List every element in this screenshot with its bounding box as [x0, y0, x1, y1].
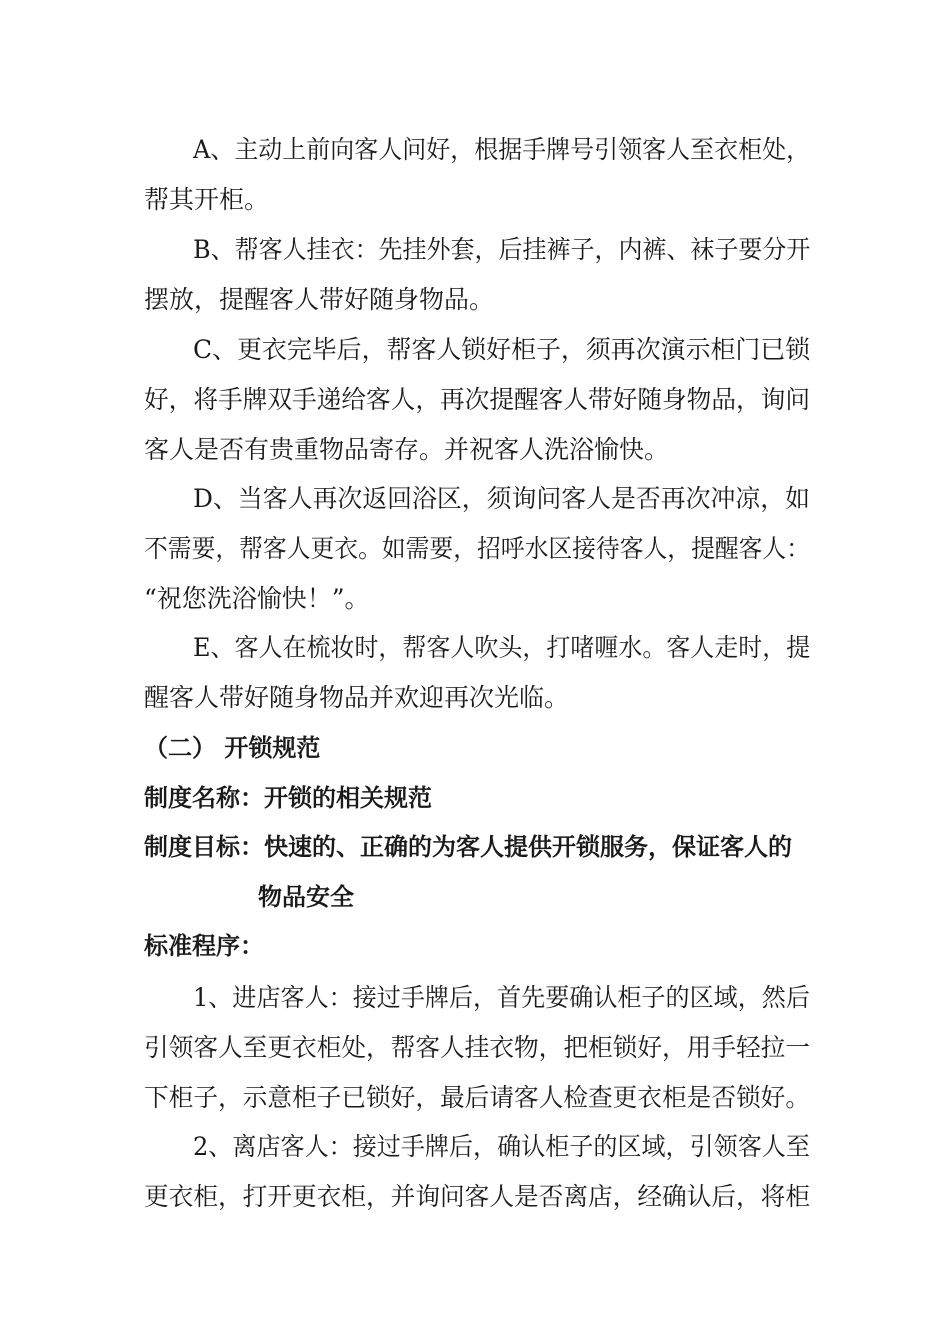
step-1-line-2: 引领客人至更衣柜处，帮客人挂衣物，把柜锁好，用手轻拉一: [144, 1033, 811, 1062]
item-e-line-2: 醒客人带好随身物品并欢迎再次光临。: [144, 683, 570, 712]
item-c-line-2: 好，将手牌双手递给客人，再次提醒客人带好随身物品，询问: [144, 385, 811, 414]
step-2-line-2: 更衣柜，打开更衣柜，并询问客人是否离店，经确认后，将柜: [144, 1182, 811, 1211]
step-2-line-1: 2、离店客人：接过手牌后，确认柜子的区域，引领客人至: [193, 1132, 810, 1161]
item-d-line-2: 不需要，帮客人更衣。如需要，招呼水区接待客人，提醒客人：: [144, 534, 811, 563]
step-1-line-3: 下柜子，示意柜子已锁好，最后请客人检查更衣柜是否锁好。: [144, 1083, 811, 1112]
item-a-line-1: A、主动上前向客人问好，根据手牌号引领客人至衣柜处，: [193, 135, 811, 164]
policy-name: 制度名称：开锁的相关规范: [144, 784, 432, 812]
item-b-line-1: B、帮客人挂衣：先挂外套，后挂裤子，内裤、袜子要分开: [193, 235, 811, 264]
policy-goal-line-2: 物品安全: [258, 883, 354, 911]
item-c-line-3: 客人是否有贵重物品寄存。并祝客人洗浴愉快。: [144, 435, 670, 464]
item-a-line-2: 帮其开柜。: [144, 185, 270, 214]
section-heading: （二） 开锁规范: [144, 734, 321, 762]
item-e-line-1: E、客人在梳妆时，帮客人吹头，打啫喱水。客人走时，提: [193, 633, 811, 662]
item-d-line-3: “祝您洗浴愉快！”。: [144, 584, 370, 613]
procedure-label: 标准程序：: [144, 932, 264, 960]
item-c-line-1: C、更衣完毕后，帮客人锁好柜子，须再次演示柜门已锁: [193, 335, 811, 364]
step-1-line-1: 1、进店客人：接过手牌后，首先要确认柜子的区域，然后: [193, 983, 810, 1012]
item-b-line-2: 摆放，提醒客人带好随身物品。: [144, 285, 495, 314]
item-d-line-1: D、当客人再次返回浴区，须询问客人是否再次冲凉，如: [193, 484, 811, 513]
policy-goal-line-1: 制度目标：快速的、正确的为客人提供开锁服务，保证客人的: [144, 833, 792, 861]
